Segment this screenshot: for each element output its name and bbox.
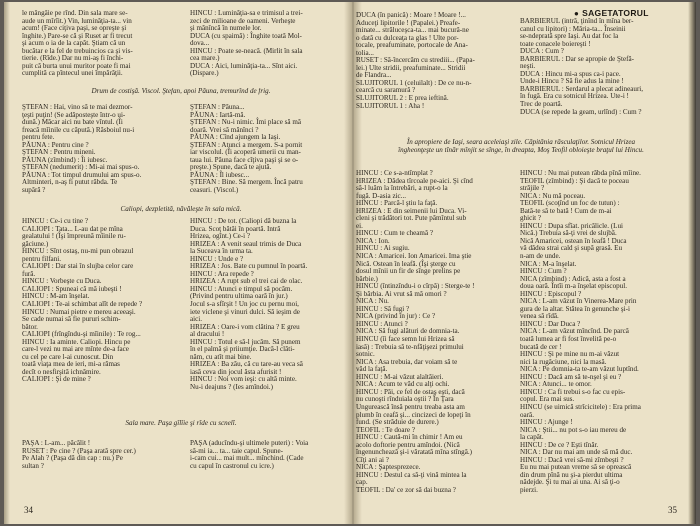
text-line: PĂUNA : Iartă-mă. [190, 110, 246, 119]
text-line: NICA : M-a înşelat. [520, 259, 577, 268]
text-line: BARBIERUL : Serdarul a plecat adineauri, [520, 84, 644, 93]
text-line: TEOFIL : Te doare ? [356, 425, 415, 434]
text-line: HINCU : Caută-mi în chimir ! Am eu [356, 433, 463, 442]
text-line: iasă ceva din jocul ăsta afurisit ! [190, 367, 282, 376]
text-line: HINCU : Ajunge ! [520, 418, 573, 427]
text-line: minate... străluceşca-ta... mai bucură-ne [356, 26, 469, 35]
text-line: PĂUNA : Cînd ajungem la Iaşi. [190, 133, 281, 142]
text-line: HINCU (îi face semn lui Hrizea să [356, 335, 455, 344]
text-line: NICA : L-am văzut mîncînd. De parcă [520, 327, 629, 336]
text-line: DUCA : Hincu mi-a spus ca-i pace. [520, 69, 621, 78]
text-line: din drum pînă nu şi-a pierdut ultima [520, 470, 623, 479]
text-line: fugă. D-asia zic... [356, 191, 407, 200]
text-line: Şi bărbia. Ai vrut să mă omori ? [356, 289, 447, 298]
left-page-mid-right-column [190, 104, 340, 195]
text-line: ţeşti puţin! (Se adăposteşte într-o ui- [22, 110, 126, 119]
text-line: lei.) Ulte stridii, preafuminate... Stridii [356, 63, 466, 72]
text-line: ŞTEFAN : Hai, vino să te mai dezmor- [22, 104, 133, 111]
text-line: CALIOPI : Te-ai schimbat alît de repede ? [22, 300, 143, 309]
text-line: nădejde. Şi tu mai ai una. Ai să ţi-o [520, 478, 620, 487]
stage-direction-3: Sala mare. Paşa gîlîie şi rîde cu scnelî. [125, 420, 237, 427]
text-line: HINCU : Totul e să-l jucăm. Să punem [190, 337, 301, 346]
text-line: DUCA (în panică) : Moare ! Moare !... [356, 12, 466, 19]
page-number-right: 35 [668, 505, 677, 515]
text-line: sotnic. [356, 350, 375, 359]
text-line: puit că burta unui muritor poate fi mai [22, 61, 131, 70]
text-line: (Privind pentru ultima oară în jur.) [190, 292, 288, 301]
text-line: (Dispare.) [190, 69, 219, 78]
text-line: în el palmă şi priiumţie. Dacă-l clăti- [190, 345, 295, 354]
text-line: HINCU : Luminăţia-sa e trimisul a trei- [190, 10, 303, 17]
text-line: HINCU : Atunci e timpul să pocăm. [190, 284, 293, 293]
text-line: Bată-te să te bată ! Cum de m-ai [520, 206, 612, 215]
text-line: CALIOPI : Dar stai în slujba celor care [22, 262, 134, 271]
text-line: neşti. [520, 62, 536, 71]
text-line: HRIZEA : Oare-i vom clătina ? E greu [190, 322, 300, 331]
text-line: HINCU : Cum te cheamă ? [356, 229, 434, 238]
text-line: HRIZEA : E din seimenii lui Duca. Vi- [356, 206, 467, 215]
text-line: Nică. Ostean în leafă. (Îşi şterge cu [356, 259, 456, 268]
text-line: PAŞA (aducîndu-şi ultimele puteri) : Voia [190, 440, 309, 447]
text-line: înghite.) Pare-se că şi Ruset ar fi trecut [22, 31, 133, 40]
text-line: pentru fete. [22, 133, 55, 142]
right-page-low-left-column [356, 170, 516, 495]
text-line: HINCU : Nu mai putean răbda pînă mîine. [520, 170, 641, 177]
text-line: gealatului ! (Îşi împreună mîinile ru- [22, 232, 126, 241]
text-line: ceasuri. (Viscol.) [190, 186, 239, 195]
text-line: văd la faţă. [356, 365, 388, 374]
text-line: tolia... [356, 48, 374, 57]
stage-direction-2: Caliopi, dezpletită, năvăleşte în sala mică. [120, 206, 242, 213]
text-line: HINCU : Şi pe mine nu m-ai văzut [520, 350, 620, 359]
text-line: NICA : Dar nu mai am unde să mă duc. [520, 448, 633, 457]
text-line: zeci de milioane de oameni. Verheşte [190, 16, 296, 25]
text-line: pentru filfani. [22, 254, 62, 263]
text-line: NICA : Nu mă poceau. [520, 191, 586, 200]
text-line: cu cel pe care l-ai cunoscut. Din [22, 352, 114, 361]
text-line: Trec de poartă. [520, 100, 563, 109]
text-line: preşte.) Spune, dacă te ajută. [190, 163, 272, 172]
text-line: Ungurească însă pentru treaba asta am [356, 402, 465, 411]
text-line: decît o nesfirşită ichnămire. [22, 367, 101, 376]
text-line: DUCA : Cum ? [520, 47, 564, 56]
text-line: toată lumea ar fi fost învelită pe-o [520, 335, 617, 344]
text-line: Nică.) Trebuia să-ţi vrei de slujbă. [520, 229, 617, 238]
text-line: HRIZEA : Dădea tîrcoale pe-aici. Şi cînd [356, 176, 473, 185]
text-line: îngenunchează şi-i văratată mîna stîngă.) [356, 448, 473, 457]
text-line: toate conacele boiereşti ! [520, 39, 591, 48]
text-line: cea mare.) [190, 54, 220, 63]
right-page-top-left-column [356, 12, 514, 110]
text-line: HINCU : Sînt ostaş, nu-mi pun obrazul [22, 247, 134, 256]
text-line: HINCU : De tot. (Caliopi dă buzna la [190, 218, 297, 225]
text-line: CALIOPI : Spuneai că mă iubeşti ! [22, 284, 122, 293]
left-page-top-left-column [22, 10, 180, 78]
text-line: HRIZEA : A venit seaul trimis de Duca [190, 239, 302, 248]
header-title: SAGETATORUL [582, 8, 649, 18]
text-line: n-am de unde. [520, 252, 561, 261]
text-line: PĂUNA (zîmbind) : Îi iubesc. [22, 155, 108, 164]
stage-direction-4-line-2: îngheonţeşte un tînăr mînjit se sînge, în dreapta, Moş Teofil obloieşte braţul lui Hincu. [398, 145, 644, 154]
text-line: freacă mîinile cu căpută.) Răsboiul nu-i [22, 125, 135, 134]
text-line: HINCU : Atunci ? [356, 319, 408, 328]
text-line: HINCU : M-am înşelat. [22, 292, 90, 301]
text-line: năm, cu atît mai bine. [190, 352, 252, 361]
text-line: şi acum o ia de la capăt. Ştiam că un [22, 39, 126, 48]
text-line: NICA : Ştii... nu pot s-o iau mereu de [520, 425, 627, 434]
text-line: HINCU (întinzîndu-i o cîrpă) : Sterge-te ! [356, 282, 475, 291]
text-line: Duca. Scoţ bătăi în poartă. Intră [190, 224, 281, 233]
text-line: HINCU : Parcă-l ştiu la faţă. [356, 199, 438, 208]
text-line: HINCU : Dacă am să te-nşel şi eu ? [520, 372, 622, 381]
text-line: bărbie.) [356, 274, 378, 283]
text-line: NICA : Ion. [356, 236, 390, 245]
text-line: HINCU : Dacă vrei să-mi zîmbeşti ? [520, 455, 624, 464]
text-line: se-ndeprată spre Iaşi. Au dat foc la [520, 32, 619, 41]
text-line: i-cam cui... mai mult... mînchind. (Cade [190, 454, 304, 463]
text-line: aici. [190, 315, 203, 324]
left-page-bottom-right-column [190, 440, 340, 470]
text-line: HINCU : Ce s-a-ntîmplat ? [356, 170, 433, 177]
text-line: care-l vezi nu mai are mînte de-a face [22, 345, 129, 354]
text-line: DUCA (cu spaimă) : Înghite toată Mol- [190, 31, 302, 40]
stage-direction-4-line-1: În apropiere de Iaşi, seara aceleiaşi zile. Căpitănia răsculaţilor. Sotnicul Hrizea [406, 138, 636, 146]
text-line: fură. [22, 269, 36, 278]
text-line: HINCU : Păi, ce fel de ostaş eşti, dacă [356, 387, 465, 396]
text-line: canul cu lipitori) : Măria-ta... Înseinii [520, 24, 626, 33]
text-line: nici la rugăciune, nici la masă. [520, 357, 607, 366]
text-line: iasă) : Trebuia să te-nfăţişezi primului [356, 342, 464, 351]
text-line: taua lui. Păuna face cîţiva paşi şi se o- [190, 155, 299, 164]
text-line: HINCU : Destul ca să-ţi vină mintea la [356, 470, 467, 479]
text-line: o dată cu dulceaţa ta glas ! Ulte por- [356, 33, 459, 42]
text-line: acolo doftorie pentru amîndoi. (Nică [356, 440, 460, 449]
text-line: HINCU : Numai pietre e mereu aceeaşi. [22, 307, 136, 316]
page-number-left: 34 [24, 505, 33, 515]
text-line: HRIZEA : A rupt sub el trei cai de olac. [190, 277, 303, 286]
text-line: HRIZEA : Jos. Bate cu pumnul în poartă. [190, 262, 308, 271]
text-line: HINCU : Dupa sfîat. pricălicle. (Lui [520, 221, 624, 230]
text-line: ŞTEFAN : Păuna... [190, 104, 245, 111]
text-line: DUCA : Aici, luminăţia-ta... Sînt aici. [190, 61, 298, 70]
right-page-low-right-column [520, 170, 682, 495]
text-line: bucată de cer ! [520, 342, 562, 351]
text-line: străjile ? [520, 184, 545, 193]
text-line: NICA : Şaptesprezece. [356, 463, 421, 472]
text-line: NICA : Acum te văd cu alţi ochi. [356, 380, 450, 389]
text-line: HINCU : M-ai văzut alaltăieri. [356, 372, 444, 381]
text-line: NICA : Pe domnia-ta te-am văzut luptînd. [520, 365, 639, 374]
text-line: fund. (Se străduie de durere.) [356, 418, 439, 427]
text-line: HINCU : Noi vom ieşi: cu altă minte. [190, 375, 297, 384]
text-line: DUCA (se repede la geam, urlînd) : Cum ? [520, 107, 642, 116]
text-line: PĂUNA : Îl iubesc... [190, 170, 250, 179]
left-page-top-right-column [190, 10, 340, 78]
text-line: HINCU : Să fugi ? [356, 304, 410, 313]
text-line: HINCU : Unde e ? [190, 254, 244, 263]
stage-direction-4 [356, 139, 686, 154]
text-line: BARBIERUL (intră, ţinînd în mîna ber- [520, 18, 634, 25]
text-line: ŞTEFAN (nedumerit) : Mi-ai mai spus-o. [22, 163, 140, 172]
text-line: HINCU : Cum ? [520, 267, 567, 276]
text-line: Pe Alah ? (Paşa dă din cap : nu.) Pe [22, 454, 123, 463]
text-line: supără ? [22, 186, 46, 195]
text-line: doară. Vrei să mănînci ? [190, 125, 259, 134]
text-line: dună.) Măcar aici nu bate vîntul. (Îi [22, 118, 123, 127]
text-line: HINCU : Poate se-neacă. (Mirlit în sala [190, 46, 303, 55]
text-line: tierie. (Rîde.) Dar nu mi-aş fi închi- [22, 54, 124, 63]
text-line: Hrizea, ogînt.) Ce-i ? [190, 232, 251, 241]
left-page-low-left-column [22, 218, 180, 384]
text-line: bător. [22, 322, 38, 331]
text-line: NICA : Asa trebuia, dar voiam să te [356, 357, 458, 366]
text-line: de Flandra... [356, 71, 392, 80]
text-line: SLUJITORUL 1 : Aha ! [356, 101, 425, 110]
text-line: HINCU : Episcopul ? [520, 289, 582, 298]
text-line: Unde-i Hincu ? Să fie adus la mine ! [520, 77, 624, 86]
text-line: Jocul s-a sfîrşit ! Un joc cu pernu moi, [190, 300, 299, 309]
text-line: la Suceava în urma ta. [190, 247, 253, 256]
text-line: Nică Amaricei, ostean în leafă ! Duca [520, 236, 627, 245]
text-line: CALIOPI : Tata... L-au dat pe mîna [22, 224, 123, 233]
text-line: NICA : Atunci... te omor. [520, 380, 592, 389]
left-page-mid-left-column [22, 104, 180, 195]
text-line: vă dădea strai cald şi supă grasă. Eu [520, 244, 623, 253]
text-line: cumplită ca pîntecul unei împărăţii. [22, 69, 123, 78]
text-line: ŞTEFAN : Bine. Să mergem. Încă patru [190, 178, 303, 187]
left-page-edge [4, 2, 10, 524]
text-line: tocale, preafuminate, portocale de Ana- [356, 41, 468, 50]
text-line: la capăt. [520, 433, 544, 442]
text-line: ŞTEFAN : Atunci a mergem. S-a pornit [190, 140, 303, 149]
text-line: al dracului ! [190, 330, 225, 339]
text-line: şi mănîncă în numele lor. [190, 24, 262, 33]
text-line: iar viscolul. (Îi acoperă umerii cu man- [190, 148, 301, 157]
text-line: sultan ? [22, 461, 44, 470]
text-line: HRIZEA : Ba zău, că cu tare-au veca să [190, 360, 303, 369]
text-line: NICA (privind în jur) : Ce ? [356, 312, 436, 321]
text-line: bucătar e la fel de trebuincios ca şi vis- [22, 46, 133, 55]
text-line: NICA : L-am văzut în Vinerea-Mare prin [520, 297, 637, 306]
text-line: HINCU : Dar Duca ? [520, 319, 581, 328]
text-line: TEOFIL (zîmbind) : Şi dacă te poceau [520, 176, 629, 185]
text-line: TEOFIL (scoţînd un foc de tutun) : [520, 199, 620, 208]
text-line: venea să rîdă. [520, 312, 559, 321]
text-line: SLUJITORUL 1 (celuilalt) : De ce nu-n- [356, 78, 472, 87]
text-line: HINCU : De ce ? Eşti tînăr. [520, 440, 599, 449]
text-line: HINCU : Ara repede ? [190, 269, 254, 278]
text-line: PĂUNA : Tot timpul drumului am spus-o. [22, 170, 142, 179]
text-line: cap. [356, 478, 368, 487]
text-line: le mângâie pe rînd. Din sala mare se- [22, 10, 128, 17]
text-line: acum! (Face ciţiva paşi, se opreşte şi [22, 24, 127, 33]
text-line: cearcă cu saramură ? [356, 86, 416, 95]
running-header [574, 8, 649, 18]
text-line: plumb în ceafă şi... cincizeci de lopeţi în [356, 410, 471, 419]
text-line: HINCU : Ca fi trebui s-o fac cu epis- [520, 387, 626, 396]
text-line: Aduceţi lipitorile ! (Papalei.) Preafe- [356, 18, 461, 27]
text-line: toată viaţa mea de ieri, mi-a rămas [22, 360, 120, 369]
text-line: RUSET : Să-încercăm cu strediii... (Papa- [356, 56, 475, 65]
bullet-icon: ● [574, 9, 580, 18]
text-line: ei. [356, 221, 363, 230]
text-line: doua oară. Întîi m-a înşelat episcopul. [520, 282, 627, 291]
text-line: să-l luăm la întrebări, a rupt-o la [356, 184, 448, 193]
text-line: HINCU : Ai sugiu. [356, 244, 410, 253]
text-line: nu cunoşti rînduiala oştii ? În Ţara [356, 395, 454, 404]
text-line: aude un mîrîit.) Vin, luminăţia-ta... vin [22, 16, 132, 25]
text-line: NICA (zîmbind) : Adică, asta a fost a [520, 274, 626, 283]
text-line: Altminteri, n-aş fi putut răbda. Te [22, 178, 118, 187]
text-line: în fugă. Era cu sotnicul Hrizea. Ute-i ! [520, 92, 629, 101]
text-line: pierzi. [520, 485, 538, 494]
text-line: HINCU : Ia aminte. Caliopi. Hincu pe [22, 337, 131, 346]
text-line: NICA : Să fugi alături de domnia-ta. [356, 327, 460, 336]
right-page-top-right-column [520, 18, 680, 116]
text-line: HINCU : Ce-i cu tine ? [22, 218, 88, 225]
text-line: HINCU : Vorbeşte cu Duca. [22, 277, 102, 286]
left-page-bottom-left-column [22, 440, 180, 470]
text-line: ŞTEFAN : Pentru mineni. [22, 148, 96, 157]
text-line: SLUJITORUL 2 : E prea ieftină. [356, 94, 449, 103]
text-line: CALIOPI : Şi de mine ? [22, 375, 91, 384]
text-line: Nu-i deajuns ? (Ies amîndoi.) [190, 383, 273, 392]
text-line: PAŞA : L-am... păcălit ! [22, 440, 91, 447]
text-line: NICA : Nu. [356, 297, 389, 306]
text-line: cu capul în castronul cu icre.) [190, 461, 274, 470]
text-line: NICA : Amaricei. Ion Amaricei. Ima ştie [356, 252, 472, 261]
text-line: găciune.) [22, 239, 49, 248]
right-page-edge [688, 2, 696, 524]
text-line: CALIOPI (frîngîndu-şi mîinile) : Te rog... [22, 330, 141, 339]
text-line: BARBIERUL : Dar se apropie de Ştefă- [520, 54, 634, 63]
text-line: RUSET : Pe cine ? (Paşa arată spre cer.) [22, 446, 136, 455]
text-line: să-mi ia... ta... taie capul. Spune- [190, 446, 283, 455]
text-line: HINCU (se uimică strîcicitele) : Era prima [520, 402, 641, 411]
text-line: TEOFIL : Da' ce zor să dai buzna ? [356, 485, 456, 494]
text-line: cleni şi trădători tot. Pute pămîntul sub [356, 214, 467, 223]
text-line: iete viclene şi vinuri dulci. Să ieşim de [190, 307, 300, 316]
text-line: Se cade numai să fie pururi schim- [22, 315, 121, 324]
text-line: gura de la altar. Stătea în genunche şi-i [520, 304, 630, 313]
left-page-low-right-column [190, 218, 340, 392]
text-line: dova... [190, 39, 210, 48]
text-line: Cîţi ani ai ? [356, 455, 389, 464]
text-line: oară. [520, 410, 534, 419]
text-line: ŞTEFAN : Nu-i nimic. Îmi place să mă [190, 118, 301, 127]
text-line: ghicit ? [520, 214, 542, 223]
text-line: copul. Era mai sus. [520, 395, 575, 404]
text-line: Eu nu mai putean vreme să se oprească [520, 463, 632, 472]
text-line: dosul mînii un fir de sînge prelins pe [356, 267, 461, 276]
text-line: PĂUNA : Pentru cine ? [22, 140, 89, 149]
stage-direction-1: Drum de costişă. Viscol. Ştefan, apoi Păuna, tremurînd de frig. [91, 88, 271, 95]
